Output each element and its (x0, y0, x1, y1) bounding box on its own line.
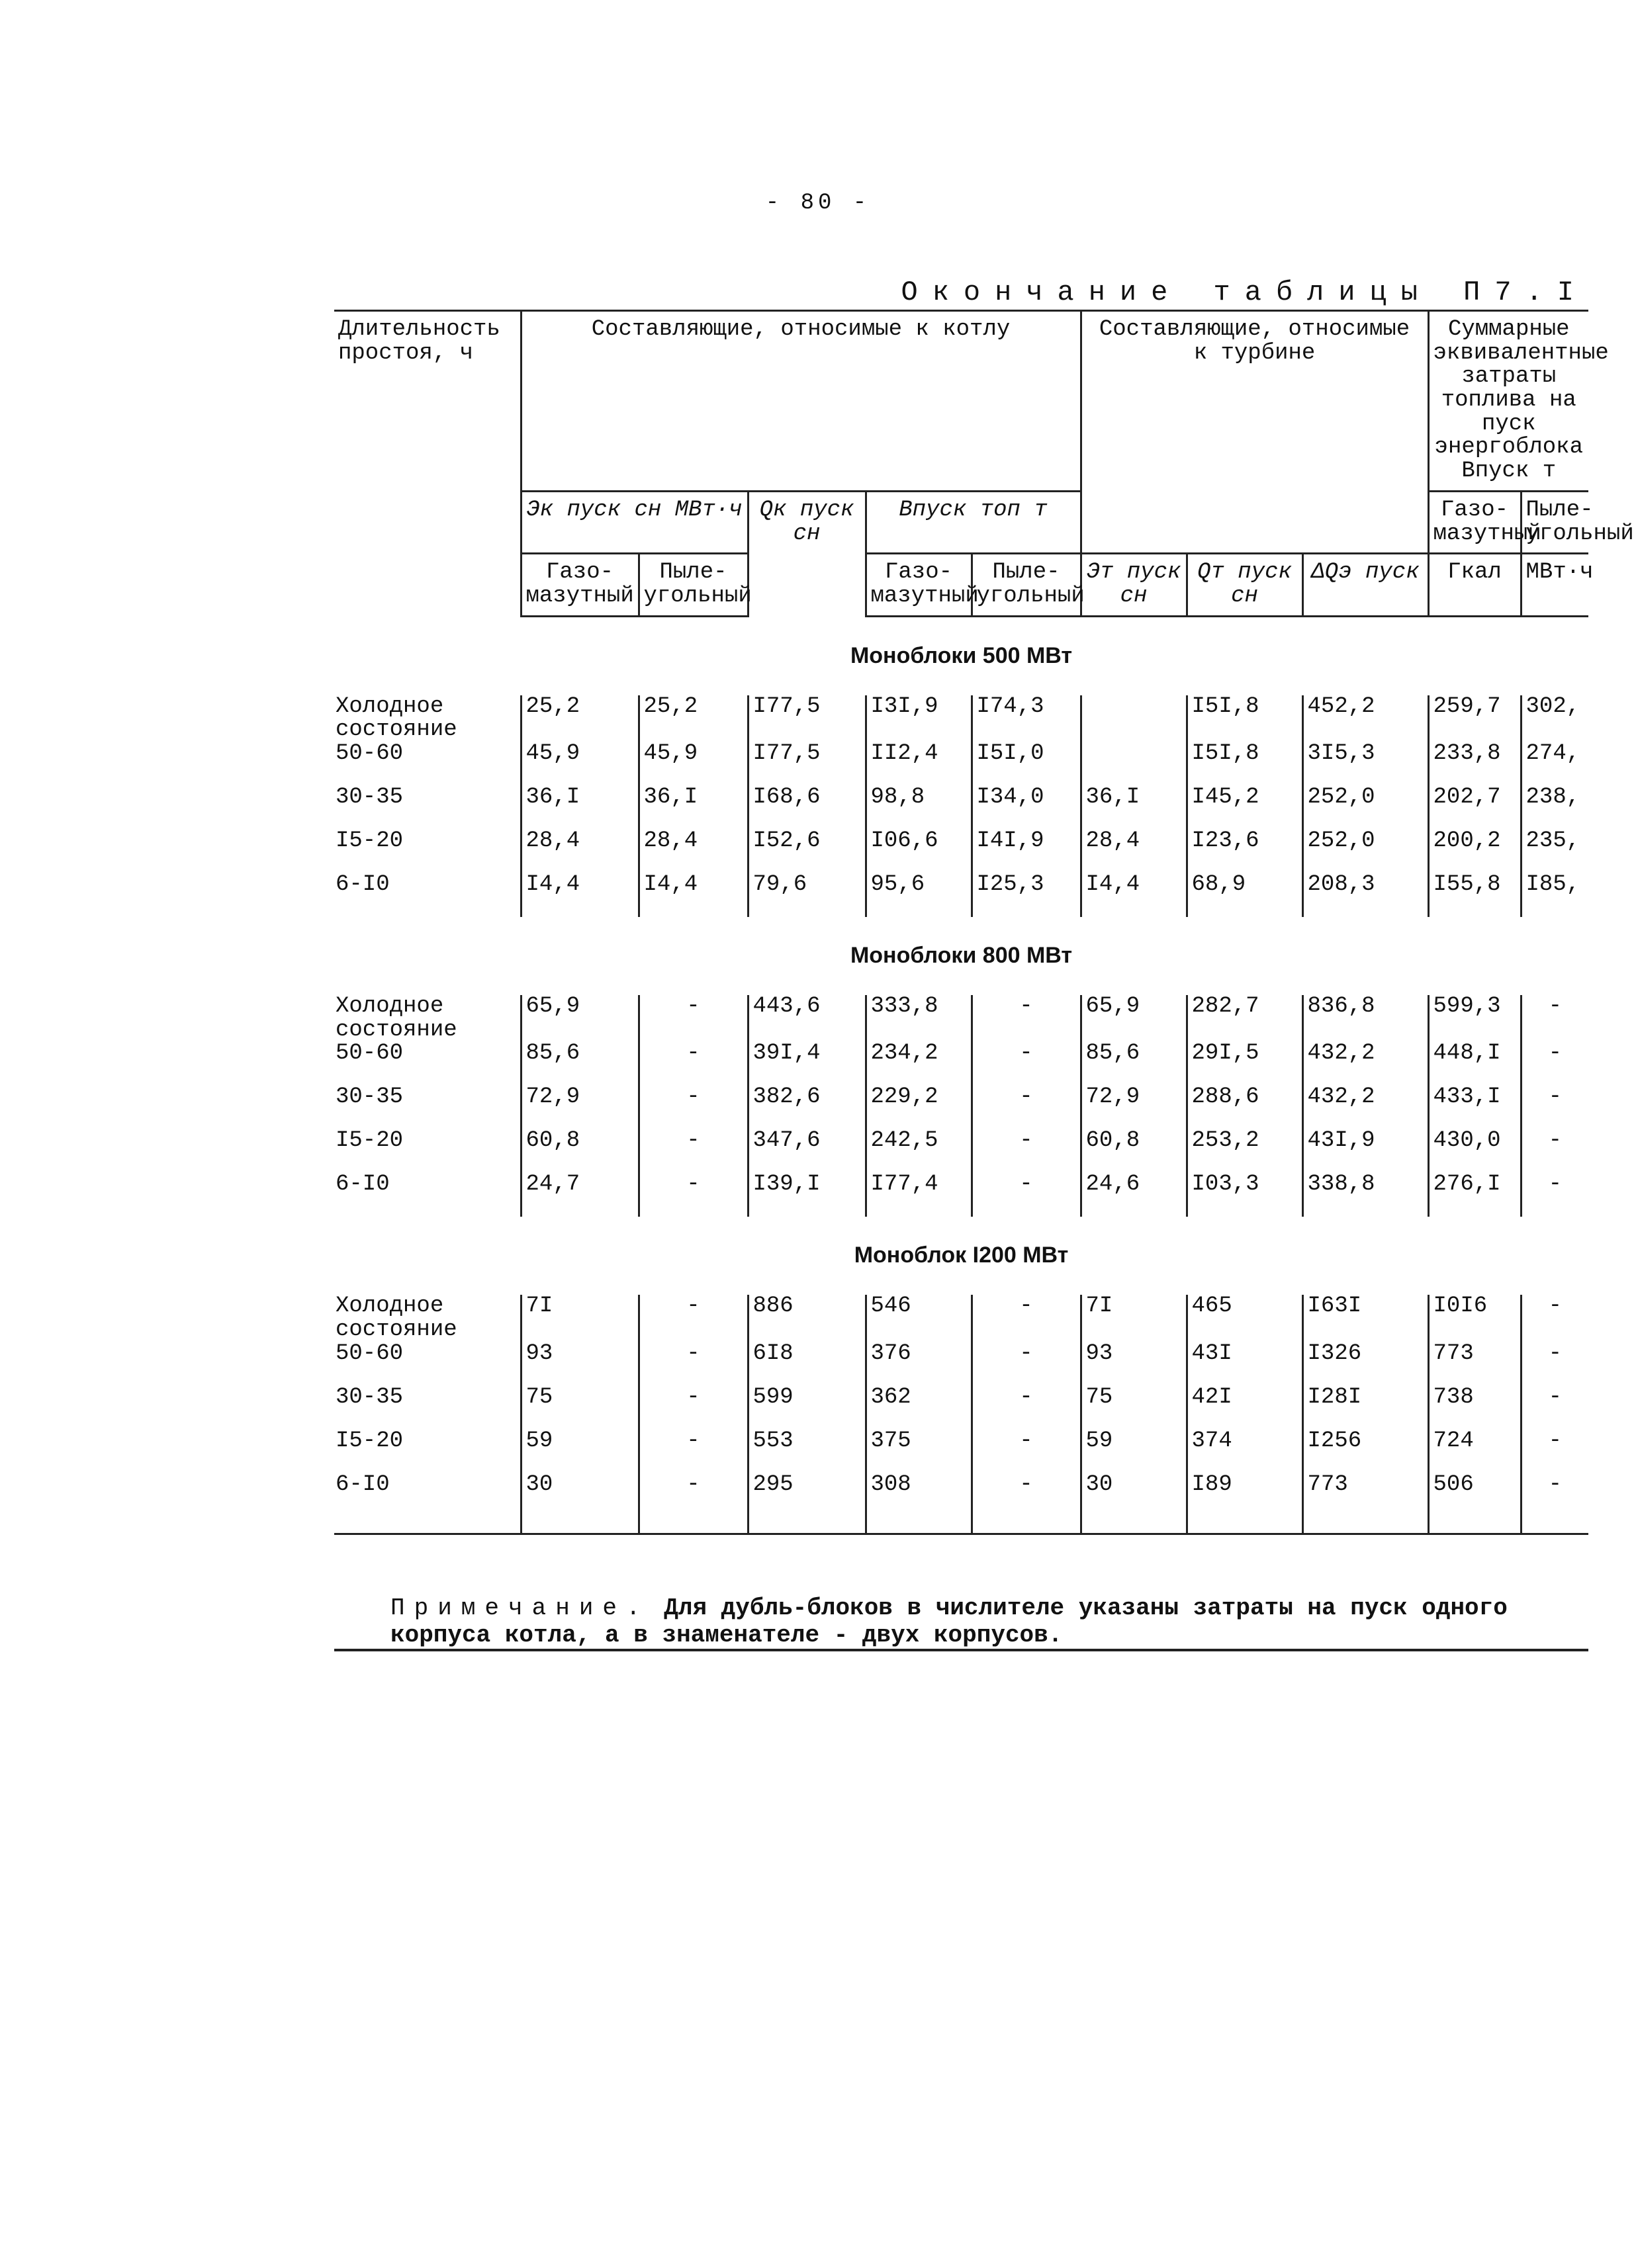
table-cell: 432,2 (1302, 1042, 1428, 1086)
table-cell: - (639, 1342, 748, 1386)
table-cell: 7I (521, 1295, 639, 1342)
table-cell: - (972, 1086, 1081, 1129)
table-row (334, 1473, 1588, 1534)
table-cell: 288,6 (1187, 1086, 1302, 1129)
table-cell: I256 (1302, 1430, 1428, 1473)
table-cell: I68,6 (748, 786, 866, 830)
table-cell: - (1521, 995, 1588, 1042)
table-cell: I77,5 (748, 695, 866, 742)
table-cell: - (1521, 1342, 1588, 1386)
table-cell: - (1521, 1129, 1588, 1173)
table-cell: 465 (1187, 1295, 1302, 1342)
table-cell: 333,8 (866, 995, 972, 1042)
table-cell: - (972, 1173, 1081, 1217)
table-row (334, 1173, 1588, 1217)
table-cell: 738 (1428, 1386, 1521, 1430)
table-row (334, 1295, 1588, 1342)
table-cell: 79,6 (748, 873, 866, 917)
table-cell: 338,8 (1302, 1173, 1428, 1217)
table-cell: 252,0 (1302, 830, 1428, 873)
table-row (334, 873, 1588, 917)
header-unit-mwh: МВт·ч (1521, 554, 1588, 616)
table-cell: - (1521, 1473, 1588, 1534)
table-cell: 28,4 (639, 830, 748, 873)
table-cell: 6I8 (748, 1342, 866, 1386)
table-cell: 259,7 (1428, 695, 1521, 742)
table-cell: 60,8 (1081, 1129, 1187, 1173)
section-row (334, 917, 1588, 995)
page-number: - 80 - (765, 191, 871, 216)
table-cell: 362 (866, 1386, 972, 1430)
section-row (334, 1217, 1588, 1295)
table-cell: I74,3 (972, 695, 1081, 742)
table-cell: 95,6 (866, 873, 972, 917)
table-cell: I06,6 (866, 830, 972, 873)
table-cell: 202,7 (1428, 786, 1521, 830)
table-cell (1081, 742, 1187, 786)
table-cell: 238, (1521, 786, 1588, 830)
row-duration: Холодное состояние (336, 1293, 457, 1342)
table-cell: I4,4 (521, 873, 639, 917)
table-cell: 448,I (1428, 1042, 1521, 1086)
section-row (334, 616, 1588, 695)
table-cell: - (972, 995, 1081, 1042)
header-q-t: Qт пуск сн (1187, 554, 1302, 616)
table-cell: 75 (1081, 1386, 1187, 1430)
table-cell: 235, (1521, 830, 1588, 873)
table-cell: 36,I (639, 786, 748, 830)
table-cell: - (1521, 1173, 1588, 1217)
header-e-k-gas: Газо-мазутный (521, 554, 639, 616)
table-cell: - (972, 1386, 1081, 1430)
table-cell: 72,9 (521, 1086, 639, 1129)
table-row (334, 1430, 1588, 1473)
table-cell: 553 (748, 1430, 866, 1473)
table-cell: 29I,5 (1187, 1042, 1302, 1086)
table-cell: 93 (1081, 1342, 1187, 1386)
table-cell: I55,8 (1428, 873, 1521, 917)
header-duration: Длительность простоя, ч (334, 311, 521, 617)
table-cell: II2,4 (866, 742, 972, 786)
section-title: Моноблок I200 МВт (854, 1243, 1069, 1268)
table-cell: 382,6 (748, 1086, 866, 1129)
table-cell: I34,0 (972, 786, 1081, 830)
table-cell: I25,3 (972, 873, 1081, 917)
table-note (390, 1594, 1588, 1649)
table-cell: 25,2 (639, 695, 748, 742)
table-cell: 36,I (1081, 786, 1187, 830)
table-cell: 60,8 (521, 1129, 639, 1173)
table-cell: 282,7 (1187, 995, 1302, 1042)
table-cell: - (972, 1042, 1081, 1086)
table-cell: 253,2 (1187, 1129, 1302, 1173)
table-cell: 85,6 (521, 1042, 639, 1086)
table-cell: 3I5,3 (1302, 742, 1428, 786)
table-cell: I326 (1302, 1342, 1428, 1386)
header-b-top-gas: Газо-мазутный (866, 554, 972, 616)
table-cell: 452,2 (1302, 695, 1428, 742)
table-cell: I0I6 (1428, 1295, 1521, 1342)
table-cell: 599 (748, 1386, 866, 1430)
table-cell: 42I (1187, 1386, 1302, 1430)
table-cell: 208,3 (1302, 873, 1428, 917)
table-cell: - (1521, 1295, 1588, 1342)
header-turbine-group: Составляющие, относимые к турбине (1081, 311, 1428, 554)
table-cell: 7I (1081, 1295, 1187, 1342)
table-cell: - (639, 1173, 748, 1217)
table-cell: I77,4 (866, 1173, 972, 1217)
table-cell: 200,2 (1428, 830, 1521, 873)
table-cell: - (1521, 1086, 1588, 1129)
table-cell: 276,I (1428, 1173, 1521, 1217)
row-duration: 50-60 (336, 1041, 404, 1067)
table-cell (1081, 695, 1187, 742)
table-cell: - (972, 1473, 1081, 1534)
table-cell: 233,8 (1428, 742, 1521, 786)
table-cell: 30 (1081, 1473, 1187, 1534)
table-cell: 68,9 (1187, 873, 1302, 917)
table-cell: I77,5 (748, 742, 866, 786)
table-cell: 886 (748, 1295, 866, 1342)
table-cell: 546 (866, 1295, 972, 1342)
header-e-k: Эк пуск сн МВт·ч (521, 491, 748, 553)
table-row (334, 695, 1588, 742)
table-cell: - (972, 1295, 1081, 1342)
table-cell: 65,9 (1081, 995, 1187, 1042)
table-cell: 242,5 (866, 1129, 972, 1173)
row-duration: 6-I0 (336, 1172, 390, 1198)
table-cell: 30 (521, 1473, 639, 1534)
table-cell: 85,6 (1081, 1042, 1187, 1086)
table-row (334, 1386, 1588, 1430)
table-cell: 72,9 (1081, 1086, 1187, 1129)
table-cell: - (972, 1129, 1081, 1173)
table-cell: 443,6 (748, 995, 866, 1042)
table-cell: - (1521, 1042, 1588, 1086)
row-duration: 30-35 (336, 784, 404, 810)
table-cell: I5I,8 (1187, 742, 1302, 786)
table-cell: I3I,9 (866, 695, 972, 742)
row-duration: 50-60 (336, 740, 404, 766)
table-cell: 24,7 (521, 1173, 639, 1217)
row-duration: I5-20 (336, 828, 404, 853)
table-cell: 274, (1521, 742, 1588, 786)
table-cell: - (639, 1430, 748, 1473)
table-row (334, 995, 1588, 1042)
table-cell: 506 (1428, 1473, 1521, 1534)
table-cell: 65,9 (521, 995, 639, 1042)
table-cell: 229,2 (866, 1086, 972, 1129)
table-cell: 93 (521, 1342, 639, 1386)
table-cell: 75 (521, 1386, 639, 1430)
table-cell: 433,I (1428, 1086, 1521, 1129)
row-duration: 30-35 (336, 1084, 404, 1110)
table-cell: 430,0 (1428, 1129, 1521, 1173)
table-row (334, 1086, 1588, 1129)
table-cell: - (639, 1473, 748, 1534)
section-title: Моноблоки 800 МВт (850, 943, 1073, 969)
header-total-group: Суммарные эквивалентные затраты топлива на пуск энергоблока Bпуск т (1428, 311, 1588, 492)
table-cell: I03,3 (1187, 1173, 1302, 1217)
table-row (334, 1129, 1588, 1173)
table-row (334, 1342, 1588, 1386)
table-cell: 59 (521, 1430, 639, 1473)
table-cell: 374 (1187, 1430, 1302, 1473)
header-unit-gcal: Гкал (1428, 554, 1521, 616)
table-cell: - (972, 1342, 1081, 1386)
section-title: Моноблоки 500 МВт (850, 642, 1073, 668)
table-cell: 43I,9 (1302, 1129, 1428, 1173)
table-cell: I39,I (748, 1173, 866, 1217)
table-cell: 308 (866, 1473, 972, 1534)
header-b-top: Bпуск топ т (866, 491, 1081, 553)
table-cell: - (639, 1129, 748, 1173)
table-cell: 376 (866, 1342, 972, 1386)
table-cell: I85, (1521, 873, 1588, 917)
table-cell: 836,8 (1302, 995, 1428, 1042)
table-cell: 724 (1428, 1430, 1521, 1473)
table-cell: - (639, 995, 748, 1042)
table-cell: 43I (1187, 1342, 1302, 1386)
table-cell: I63I (1302, 1295, 1428, 1342)
table-cell: 39I,4 (748, 1042, 866, 1086)
table-cell: 295 (748, 1473, 866, 1534)
note-divider (334, 1649, 1588, 1651)
table-cell: 234,2 (866, 1042, 972, 1086)
header-total-coal: Пыле-угольный (1521, 491, 1588, 553)
table-row (334, 1042, 1588, 1086)
table-cell: I5I,8 (1187, 695, 1302, 742)
table-cell: 36,I (521, 786, 639, 830)
table-cell: 375 (866, 1430, 972, 1473)
note-lead: Примечание. (390, 1594, 650, 1622)
table-cell: 28,4 (521, 830, 639, 873)
table-cell: - (639, 1086, 748, 1129)
table-cell: - (639, 1295, 748, 1342)
row-duration: I5-20 (336, 1428, 404, 1454)
table-cell: 98,8 (866, 786, 972, 830)
table-caption: Окончание таблицы П7.I (901, 277, 1588, 308)
startup-cost-table (334, 310, 1634, 1535)
table-cell: I5I,0 (972, 742, 1081, 786)
table-cell: 599,3 (1428, 995, 1521, 1042)
header-b-top-coal: Пыле-угольный (972, 554, 1081, 616)
table-cell: I4,4 (1081, 873, 1187, 917)
table-cell: I28I (1302, 1386, 1428, 1430)
header-boiler-group: Составляющие, относимые к котлу (521, 311, 1081, 492)
table-cell: - (1521, 1430, 1588, 1473)
table-cell: 773 (1428, 1342, 1521, 1386)
table-cell: 252,0 (1302, 786, 1428, 830)
table-cell: - (639, 1386, 748, 1430)
table-cell: I23,6 (1187, 830, 1302, 873)
header-q-k: Qк пуск сн (748, 491, 866, 616)
table-cell: 45,9 (639, 742, 748, 786)
table-cell: 59 (1081, 1430, 1187, 1473)
table-cell: 432,2 (1302, 1086, 1428, 1129)
table-body (334, 616, 1588, 1534)
header-e-t: Эт пуск сн (1081, 554, 1187, 616)
table-cell: 25,2 (521, 695, 639, 742)
table-cell: 347,6 (748, 1129, 866, 1173)
table-cell: 28,4 (1081, 830, 1187, 873)
row-duration: I5-20 (336, 1128, 404, 1154)
row-duration: 50-60 (336, 1340, 404, 1366)
row-duration: 6-I0 (336, 871, 390, 897)
row-duration: Холодное состояние (336, 993, 457, 1043)
row-duration: Холодное состояние (336, 693, 457, 743)
header-total-gas: Газо-мазутный (1428, 491, 1521, 553)
table-cell: I45,2 (1187, 786, 1302, 830)
header-e-k-coal: Пыле-угольный (639, 554, 748, 616)
table-cell: I4I,9 (972, 830, 1081, 873)
table-row (334, 742, 1588, 786)
table-cell: 24,6 (1081, 1173, 1187, 1217)
row-duration: 30-35 (336, 1384, 404, 1410)
table-row (334, 830, 1588, 873)
table-cell: 302, (1521, 695, 1588, 742)
table-cell: - (1521, 1386, 1588, 1430)
table-cell: I4,4 (639, 873, 748, 917)
table-cell: I89 (1187, 1473, 1302, 1534)
table-cell: - (639, 1042, 748, 1086)
table-cell: - (972, 1430, 1081, 1473)
table-row (334, 786, 1588, 830)
note-text: Для дубль-блоков в числителе указаны затраты на пуск одного корпуса котла, а в знаменателе - двух корпусов. (390, 1594, 1508, 1649)
table-cell: 45,9 (521, 742, 639, 786)
row-duration: 6-I0 (334, 1473, 521, 1534)
header-dq: ΔQэ пуск (1302, 554, 1428, 616)
table-cell: 773 (1302, 1473, 1428, 1534)
table-cell: I52,6 (748, 830, 866, 873)
